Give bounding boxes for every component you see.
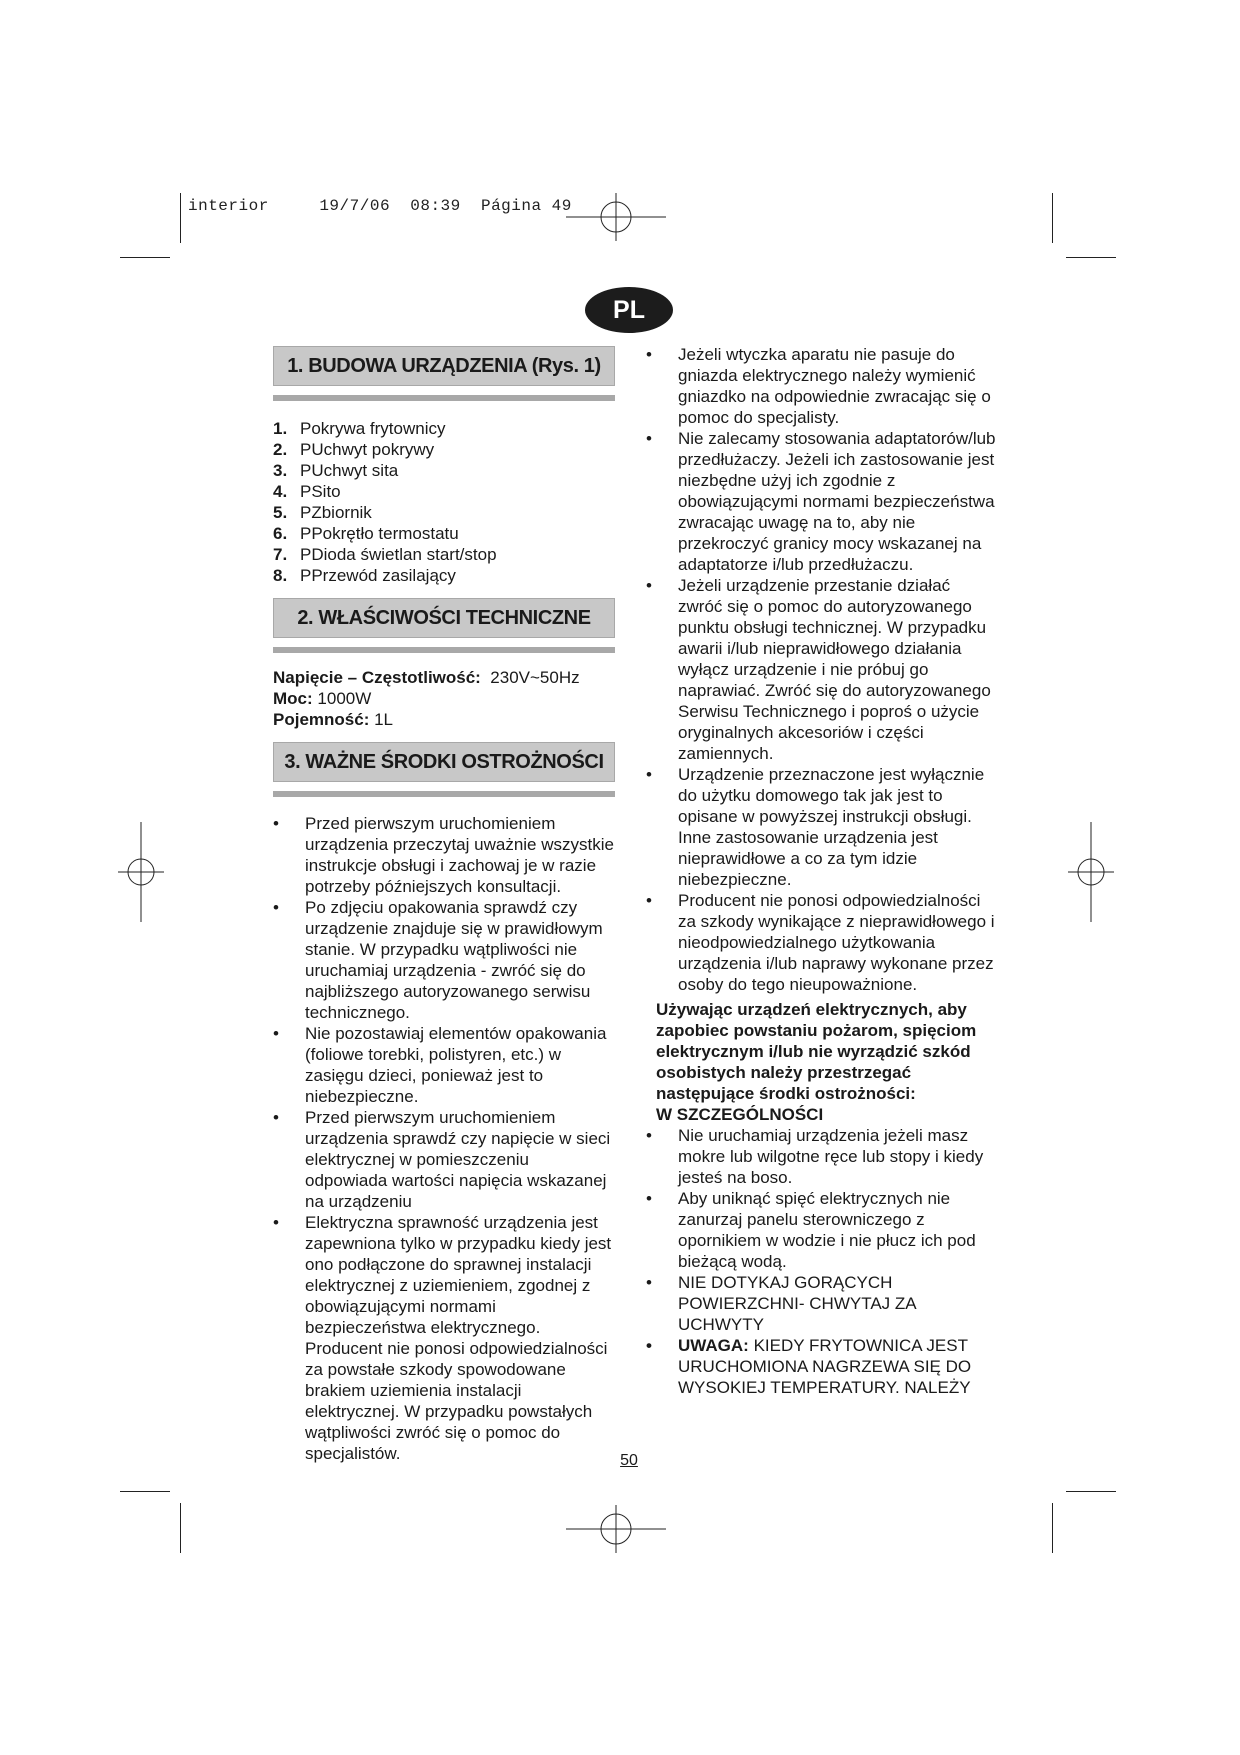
crop-mark-top-right-v [1052,193,1053,243]
list-item [644,575,996,764]
spec-label: Moc: [273,689,313,708]
crop-mark-bottom-left-v [180,1503,181,1553]
section2-rule [273,647,615,653]
item-text: Nie pozostawiaj elementów opakowania (foliowe torebki, polistyren, etc.) w zasięgu dzieci, ponieważ jest to niebezpieczne. [305,1024,607,1106]
list-item [644,890,996,995]
slug-page: Página 49 [480,197,572,215]
crop-mark-bottom-right-v [1052,1503,1053,1553]
item-text: NIE DOTYKAJ GORĄCYCH POWIERZCHNI- CHWYTAJ ZA UCHWYTY [678,1273,916,1334]
item-text: Nie zalecamy stosowania adaptatorów/lub przedłużaczy. Jeżeli ich zastosowanie jest niezbędne użyj ich zgodnie z obowiązującymi normami bezpieczeństwa zwracając uwagę na to, aby nie przekroczyć granicy mocy wskazanej na adaptatorze i/lub przedłużaczu. [678,429,996,574]
parts-list [273,418,615,586]
spec-value: 1000W [317,689,372,708]
item-text: PPrzewód zasilający [300,566,456,585]
item-text: PZbiornik [300,503,372,522]
list-item [271,1212,615,1464]
item-text: Nie uruchamiaj urządzenia jeżeli masz mokre lub wilgotne ręce lub stopy i kiedy jesteś na boso. [678,1126,984,1187]
list-item [644,428,996,575]
bullet-symbol: • [273,1213,279,1232]
spec-label: Napięcie – Częstotliwość: [273,668,481,687]
list-item [273,439,615,460]
section1-rule [273,395,615,401]
list-item [644,1125,996,1188]
print-slug [188,197,572,215]
list-item [271,1107,615,1212]
item-number: 2. [273,440,288,459]
bullet-symbol: • [646,1273,652,1292]
item-number: 7. [273,545,288,564]
spec-row [273,709,615,730]
bullet-symbol: • [646,891,652,910]
section1-heading: 1. BUDOWA URZĄDZENIA (Rys. 1) [273,346,615,386]
item-text: Przed pierwszym uruchomieniem urządzenia sprawdź czy napięcie w sieci elektrycznej w pomieszczeniu odpowiada wartości napięcia wskazanej na urządzeniu [305,1108,611,1211]
registration-mark-right-icon [1068,822,1114,922]
page-number: 50 [620,1452,638,1469]
item-text: PDioda świetlan start/stop [300,545,497,564]
slug-file: interior [188,197,269,215]
list-item [273,481,615,502]
list-item [271,1023,615,1107]
warning-list [644,1125,996,1398]
section3-heading: 3. WAŻNE ŚRODKI OSTROŻNOŚCI [273,742,615,782]
item-number: 5. [273,503,288,522]
item-number: 3. [273,461,288,480]
registration-mark-top-icon [566,193,666,241]
item-number: 8. [273,566,288,585]
crop-mark-bottom-left-h [120,1491,170,1492]
language-badge: PL [585,287,673,333]
item-text: Pokrywa frytownicy [300,419,446,438]
bullet-symbol: • [646,1336,652,1355]
spec-row [273,688,615,709]
crop-mark-top-left-h [120,257,170,258]
warning-intro: Używając urządzeń elektrycznych, aby zapobiec powstaniu pożarom, spięciom elektrycznym i/lub nie wyrządzić szkód osobistych należy przestrzegać następujące środki ostrożności: [656,1000,977,1103]
uwaga-text: KIEDY FRYTOWNICA JEST URUCHOMIONA NAGRZEWA SIĘ DO WYSOKIEJ TEMPERATURY. NALEŻY [678,1336,972,1397]
item-text [678,1335,996,1398]
bullet-symbol: • [273,1024,279,1043]
list-item [271,897,615,1023]
list-item [273,544,615,565]
spec-row [273,667,615,688]
list-item [271,813,615,897]
item-text: PPokrętło termostatu [300,524,459,543]
item-text: Jeżeli urządzenie przestanie działać zwróć się o pomoc do autoryzowanego punktu obsługi technicznej. W przypadku awarii i/lub nieprawidłowego działania wyłącz urządzenie i nie próbuj go naprawiać. Zwróć się do autoryzowanego Serwisu Technicznego i poproś o użycie oryginalnych akcesoriów i części zamiennych. [678,576,991,763]
item-text: Po zdjęciu opakowania sprawdź czy urządzenie znajduje się w prawidłowym stanie. W przypadku wątpliwości nie uruchamiaj urządzenia - zwróć się do najbliższego autoryzowanego serwisu technicznego. [305,898,603,1022]
list-item [273,523,615,544]
item-text: Jeżeli wtyczka aparatu nie pasuje do gniazda elektrycznego należy wymienić gniazdko na odpowiednie zwracając się o pomoc do specjalisty. [678,345,991,427]
slug-date: 19/7/06 [319,197,391,215]
bullet-symbol: • [646,1189,652,1208]
right-column [646,344,996,1398]
registration-mark-bottom-icon [566,1505,666,1553]
spec-value: 230V~50Hz [490,668,580,687]
technical-specs [273,667,615,730]
item-text: Aby uniknąć spięć elektrycznych nie zanurzaj panelu sterowniczego z opornikiem w wodzie i nie płucz ich pod bieżącą wodą. [678,1189,976,1271]
list-item [273,502,615,523]
warning-heading: W SZCZEGÓLNOŚCI [656,1105,824,1124]
list-item [644,1335,996,1398]
item-text: PSito [300,482,341,501]
section2-heading: 2. WŁAŚCIWOŚCI TECHNICZNE [273,598,615,638]
safety-list-left [271,813,615,1464]
registration-mark-left-icon [118,822,164,922]
bullet-symbol: • [646,765,652,784]
bullet-symbol: • [273,814,279,833]
section3-rule [273,791,615,797]
list-item [273,418,615,439]
item-text: Urządzenie przeznaczone jest wyłącznie do użytku domowego tak jak jest to opisane w powyższej instrukcji obsługi. Inne zastosowanie urządzenia jest nieprawidłowe a co za tym idzie niebezpieczne. [678,765,985,889]
bullet-symbol: • [646,1126,652,1145]
safety-list-right [644,344,996,995]
bullet-symbol: • [646,429,652,448]
spec-label: Pojemność: [273,710,370,729]
item-text: Producent nie ponosi odpowiedzialności za szkody wynikające z nieprawidłowego i nieodpowiedzialnego użytkowania urządzenia i/lub naprawy wykonane przez osoby do tego nieupoważnione. [678,891,995,994]
bullet-symbol: • [273,1108,279,1127]
list-item [273,565,615,586]
item-number: 1. [273,419,288,438]
item-number: 4. [273,482,288,501]
item-text: PUchwyt pokrywy [300,440,435,459]
item-text: PUchwyt sita [300,461,399,480]
bullet-symbol: • [646,576,652,595]
list-item [644,344,996,428]
list-item [273,460,615,481]
left-column [273,346,615,1464]
list-item [644,764,996,890]
item-text: Elektryczna sprawność urządzenia jest zapewniona tylko w przypadku kiedy jest ono podłączone do sprawnej instalacji elektrycznej z uziemieniem, zgodnej z obowiązującymi normami bezpieczeństwa elektrycznego. Producent nie ponosi odpowiedzialności za powstałe szkody spowodowane brakiem uziemienia instalacji elektrycznej. W przypadku powstałych wątpliwości zwróć się o pomoc do specjalistów. [305,1213,612,1463]
crop-mark-bottom-right-h [1066,1491,1116,1492]
bullet-symbol: • [646,345,652,364]
crop-mark-top-right-h [1066,257,1116,258]
slug-time: 08:39 [410,197,461,215]
item-number: 6. [273,524,288,543]
uwaga-label: UWAGA: [678,1336,749,1355]
list-item [644,1188,996,1272]
crop-mark-top-left-v [180,193,181,243]
list-item [644,1272,996,1335]
item-text: Przed pierwszym uruchomieniem urządzenia przeczytaj uważnie wszystkie instrukcje obsługi i zachowaj je w razie potrzeby późniejszych konsultacji. [305,814,614,896]
spec-value: 1L [374,710,394,729]
bullet-symbol: • [273,898,279,917]
